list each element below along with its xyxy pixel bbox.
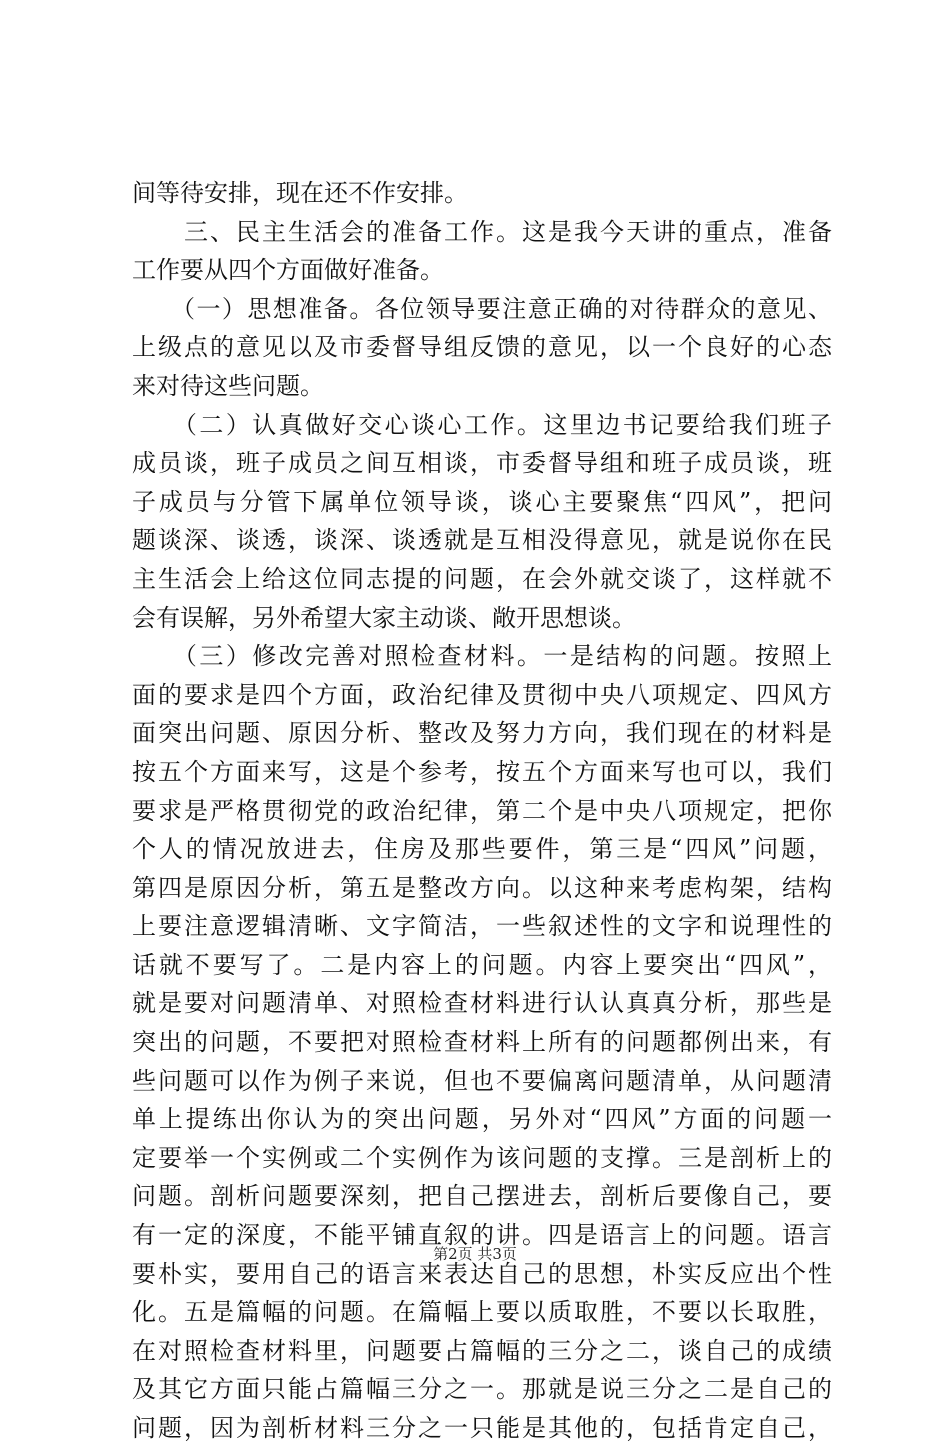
text-line: 题谈深、谈透，谈深、谈透就是互相没得意见，就是说你在民 — [132, 526, 832, 555]
text-line: 要朴实，要用自己的语言来表达自己的思想，朴实反应出个性 — [132, 1259, 832, 1288]
text-line: 定要举一个实例或二个实例作为该问题的支撑。三是剖析上的 — [132, 1143, 832, 1172]
text-line: 子成员与分管下属单位领导谈，谈心主要聚焦“四风”，把问 — [132, 487, 832, 516]
text-line: 会有误解，另外希望大家主动谈、敞开思想谈。 — [132, 603, 636, 632]
text-line: 就是要对问题清单、对照检查材料进行认认真真分析，那些是 — [132, 989, 832, 1018]
page-footer: 第2页 共3页 — [433, 1245, 517, 1263]
text-line: 上级点的意见以及市委督导组反馈的意见，以一个良好的心态 — [132, 333, 832, 362]
text-line: 来对待这些问题。 — [132, 371, 324, 400]
text-line: 面突出问题、原因分析、整改及努力方向，我们现在的材料是 — [132, 719, 832, 748]
text-line: 按五个方面来写，这是个参考，按五个方面来写也可以，我们 — [132, 757, 832, 786]
text-line: 化。五是篇幅的问题。在篇幅上要以质取胜，不要以长取胜， — [132, 1298, 832, 1327]
text-line: （三）修改完善对照检查材料。一是结构的问题。按照上 — [132, 642, 832, 671]
text-line: 话就不要写了。二是内容上的问题。内容上要突出“四风”， — [132, 950, 832, 979]
text-line: 面的要求是四个方面，政治纪律及贯彻中央八项规定、四风方 — [132, 680, 832, 709]
text-line: 个人的情况放进去，住房及那些要件，第三是“四风”问题， — [132, 835, 832, 864]
text-line: 问题，因为剖析材料三分之一只能是其他的，包括肯定自己， — [132, 1414, 832, 1442]
text-line: 单上提练出你认为的突出问题，另外对“四风”方面的问题一 — [132, 1105, 832, 1134]
text-line: （二）认真做好交心谈心工作。这里边书记要给我们班子 — [132, 410, 832, 439]
text-line: 三、民主生活会的准备工作。这是我今天讲的重点，准备 — [132, 217, 832, 246]
text-line: 间等待安排，现在还不作安排。 — [132, 179, 468, 207]
text-line: 有一定的深度，不能平铺直叙的讲。四是语言上的问题。语言 — [132, 1221, 832, 1250]
text-line: 及其它方面只能占篇幅三分之一。那就是说三分之二是自己的 — [132, 1375, 832, 1404]
text-line: 突出的问题，不要把对照检查材料上所有的问题都例出来，有 — [132, 1028, 832, 1057]
text-line: 些问题可以作为例子来说，但也不要偏离问题清单，从问题清 — [132, 1066, 832, 1095]
text-line: 第四是原因分析，第五是整改方向。以这种来考虑构架，结构 — [132, 873, 832, 902]
text-line: 在对照检查材料里，问题要占篇幅的三分之二，谈自己的成绩 — [132, 1336, 832, 1365]
text-line: 上要注意逻辑清晰、文字简洁，一些叙述性的文字和说理性的 — [132, 912, 832, 941]
text-line: 工作要从四个方面做好准备。 — [132, 256, 444, 285]
text-line: （一）思想准备。各位领导要注意正确的对待群众的意见、 — [132, 294, 832, 323]
text-line: 要求是严格贯彻党的政治纪律，第二个是中央八项规定，把你 — [132, 796, 832, 825]
text-line: 问题。剖析问题要深刻，把自己摆进去，剖析后要像自己，要 — [132, 1182, 832, 1211]
text-line: 主生活会上给这位同志提的问题，在会外就交谈了，这样就不 — [132, 564, 832, 593]
text-line: 成员谈，班子成员之间互相谈，市委督导组和班子成员谈，班 — [132, 449, 832, 478]
